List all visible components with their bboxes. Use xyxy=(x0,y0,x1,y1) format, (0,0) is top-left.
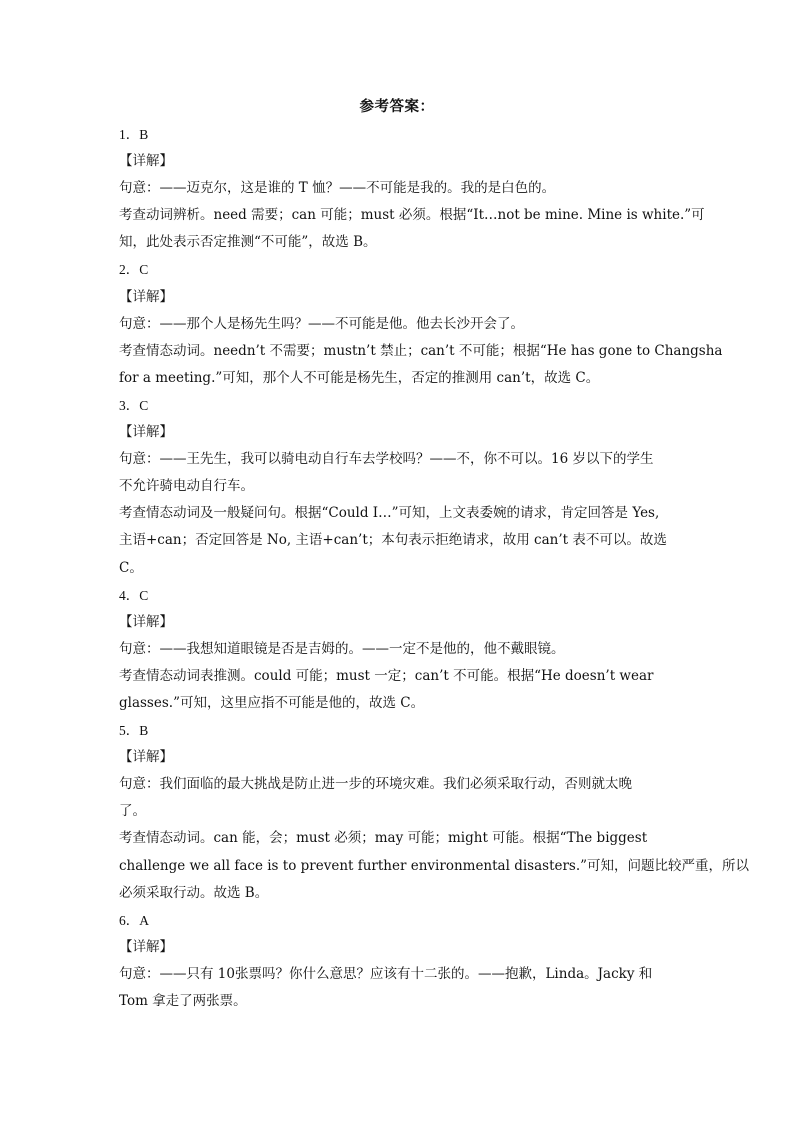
explanation-line: 句意：——那个人是杨先生吗？——不可能是他。他去长沙开会了。 xyxy=(119,315,524,332)
answer-number-3: 3．C xyxy=(119,397,149,413)
detail-label-4: 【详解】 xyxy=(119,613,173,630)
explanation-line: 了。 xyxy=(119,803,146,820)
explanation-line: for a meeting.”可知，那个人不可能是杨先生，否定的推测用 can’t，故选 C。 xyxy=(119,369,600,386)
explanation-line: 考查情态动词及一般疑问句。根据“Could I…”可知，上文表委婉的请求，肯定回答是 Yes, xyxy=(119,505,660,522)
detail-label-6: 【详解】 xyxy=(119,938,173,955)
explanation-line: 主语+can；否定回答是 No, 主语+can’t；本句表示拒绝请求，故用 can’t 表不可以。故选 xyxy=(119,532,667,549)
answer-number-5: 5．B xyxy=(119,723,149,739)
detail-label-1: 【详解】 xyxy=(119,153,173,170)
explanation-line: C。 xyxy=(119,559,143,576)
answer-number-2: 2．C xyxy=(119,262,149,278)
detail-label-5: 【详解】 xyxy=(119,749,173,766)
explanation-line: Tom 拿走了两张票。 xyxy=(119,993,247,1009)
explanation-line: 知，此处表示否定推测“不可能”，故选 B。 xyxy=(119,234,377,251)
explanation-line: glasses.”可知，这里应指不可能是他的，故选 C。 xyxy=(119,694,425,711)
explanation-line: 句意：——我想知道眼镜是否是吉姆的。——一定不是他的，他不戴眼镜。 xyxy=(119,640,565,657)
answer-number-1: 1．B xyxy=(119,127,149,142)
explanation-line: 考查情态动词。needn’t 不需要；mustn’t 禁止；can’t 不可能；根据“He has gone to Changsha xyxy=(119,342,723,359)
detail-label-3: 【详解】 xyxy=(119,424,173,441)
explanation-line: 不允许骑电动自行车。 xyxy=(119,478,254,495)
page-title: 参考答案： xyxy=(359,98,435,115)
explanation-line: 考查动词辨析。need 需要；can 可能；must 必须。根据“It…not be mine. Mine is white.”可 xyxy=(119,207,705,224)
answer-number-4: 4．C xyxy=(119,587,149,603)
answer-number-6: 6．A xyxy=(119,912,149,928)
detail-label-2: 【详解】 xyxy=(119,288,173,305)
explanation-line: 句意：——只有 10张票吗？你什么意思？应该有十二张的。——抱歉，Linda。Jacky 和 xyxy=(119,965,653,982)
explanation-line: 考查情态动词。can 能，会；must 必须；may 可能；might 可能。根据“The biggest xyxy=(119,830,648,847)
explanation-line: 句意：——王先生，我可以骑电动自行车去学校吗？——不，你不可以。16 岁以下的学生 xyxy=(119,451,654,468)
explanation-line: 考查情态动词表推测。could 可能；must 一定；can’t 不可能。根据“He doesn’t wear xyxy=(119,667,654,684)
explanation-line: 必须采取行动。故选 B。 xyxy=(119,884,269,901)
explanation-line: challenge we all face is to prevent further environmental disasters.”可知，问题比较严重，所以 xyxy=(119,857,750,874)
explanation-line: 句意：——迈克尔，这是谁的 T 恤？——不可能是我的。我的是白色的。 xyxy=(119,180,556,197)
answer-list xyxy=(119,121,750,1015)
explanation-line: 句意：我们面临的最大挑战是防止进一步的环境灾难。我们必须采取行动，否则就太晚 xyxy=(119,776,632,793)
